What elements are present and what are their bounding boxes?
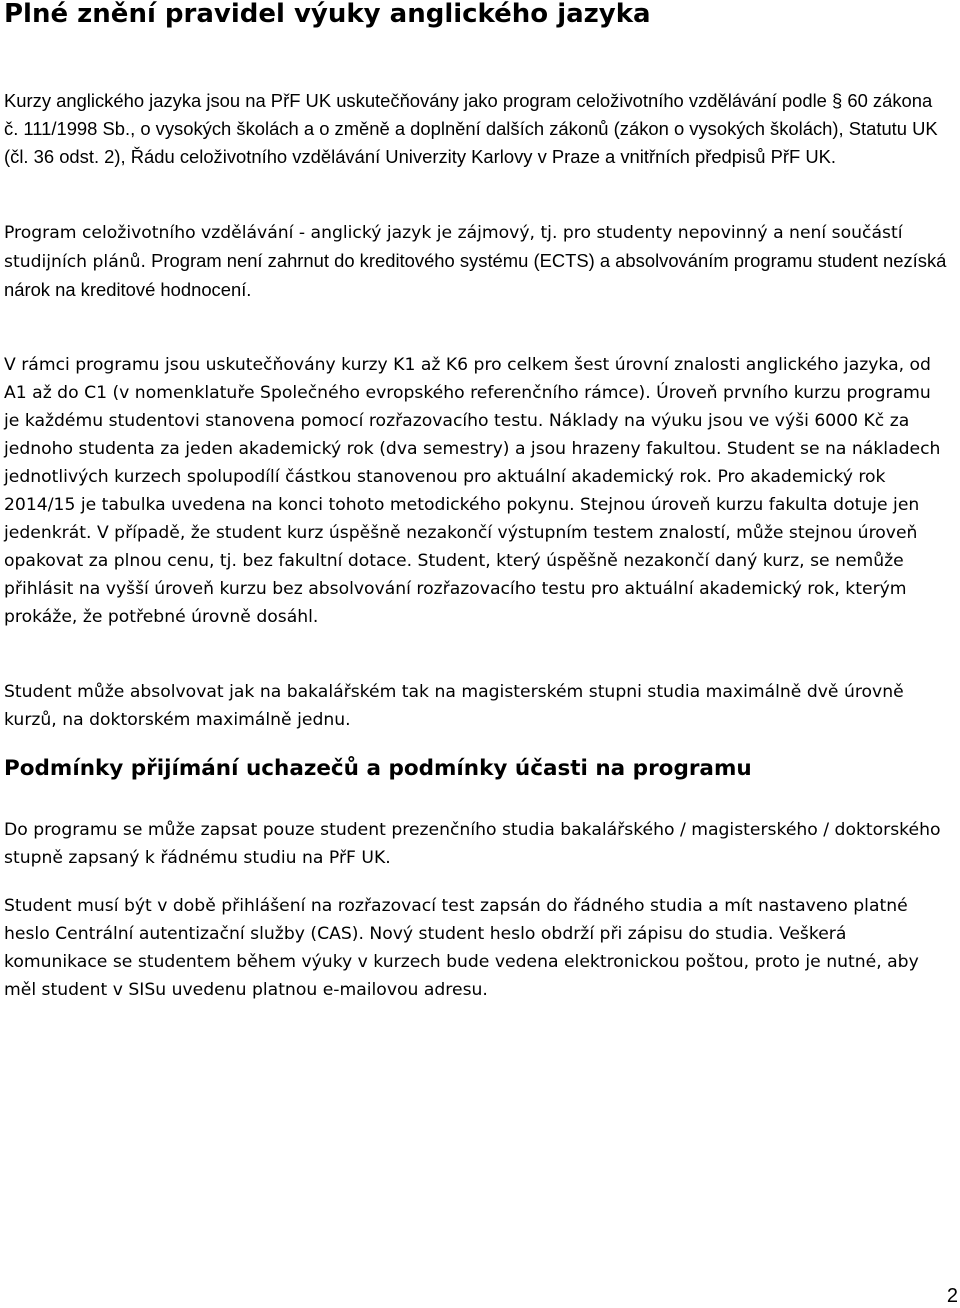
page-number: 2	[946, 1285, 958, 1307]
document-title: Plné znění pravidel výuky anglického jazyka	[4, 0, 651, 29]
paragraph-requirements: Student musí být v době přihlášení na rozřazovací test zapsán do řádného studia a mít nastaveno platné heslo Centrální autentizační služby (CAS). Nový student heslo obdrží při zápisu do studia. Veškerá komunikace se studentem během výuky v kurzech bude vedena elektronickou poštou, proto je nutné, aby měl student v SISu uvedenu platnou e-mailovou adresu.	[4, 896, 919, 1000]
paragraph-legal-basis: Kurzy anglického jazyka jsou na PřF UK uskutečňovány jako program celoživotního vzdělávání podle § 60 zákona č. 111/1998 Sb., o vysokých školách a o změně a doplnění dalších zákonů (zákon o vysokých školách), Statutu UK (čl. 36 odst. 2), Řádu celoživotního vzdělávání Univerzity Karlovy v Praze a vnitřních předpisů PřF UK.	[4, 90, 938, 167]
paragraph-enrollment: Do programu se může zapsat pouze student prezenčního studia bakalářského / magisterského / doktorského stupně zapsaný k řádnému studiu na PřF UK.	[4, 820, 941, 868]
paragraph-courses: V rámci programu jsou uskutečňovány kurzy K1 až K6 pro celkem šest úrovní znalosti anglického jazyka, od A1 až do C1 (v nomenklatuře Společného evropského referenčního rámce). Úroveň prvního kurzu programu je každému studentovi stanovena pomocí rozřazovacího testu. Náklady na výuku jsou ve výši 6000 Kč za jednoho studenta za jeden akademický rok (dva semestry) a jsou hrazeny fakultou. Student se na nákladech jednotlivých kurzech spolupodílí částkou stanovenou pro aktuální akademický rok. Pro akademický rok 2014/15 je tabulka uvedena na konci tohoto metodického pokynu. Stejnou úroveň kurzu fakulta dotuje jen jedenkrát. V případě, že student kurz úspěšně nezakončí výstupním testem znalostí, může stejnou úroveň opakovat za plnou cenu, tj. bez fakultní dotace. Student, který úspěšně nezakončí daný kurz, se nemůže přihlásit na vyšší úroveň kurzu bez absolvování rozřazovacího testu pro aktuální akademický rok, kterým prokáže, že potřebné úrovně dosáhl.	[4, 355, 941, 627]
paragraph-program-optional-part2: Program není zahrnut do kreditového systému (ECTS) a absolvováním programu student nezíská nárok na kreditové hodnocení.	[4, 250, 947, 300]
paragraph-program-optional	[4, 218, 950, 304]
paragraph-course-limits: Student může absolvovat jak na bakalářském tak na magisterském stupni studia maximálně dvě úrovně kurzů, na doktorském maximálně jednu.	[4, 682, 904, 730]
paragraph-program-optional-part1: Program celoživotního vzdělávání - anglický jazyk je zájmový, tj. pro studenty nepovinný a není součástí studijních plánů.	[4, 223, 903, 272]
section-heading-admission: Podmínky přijímání uchazečů a podmínky účasti na programu	[4, 756, 752, 781]
